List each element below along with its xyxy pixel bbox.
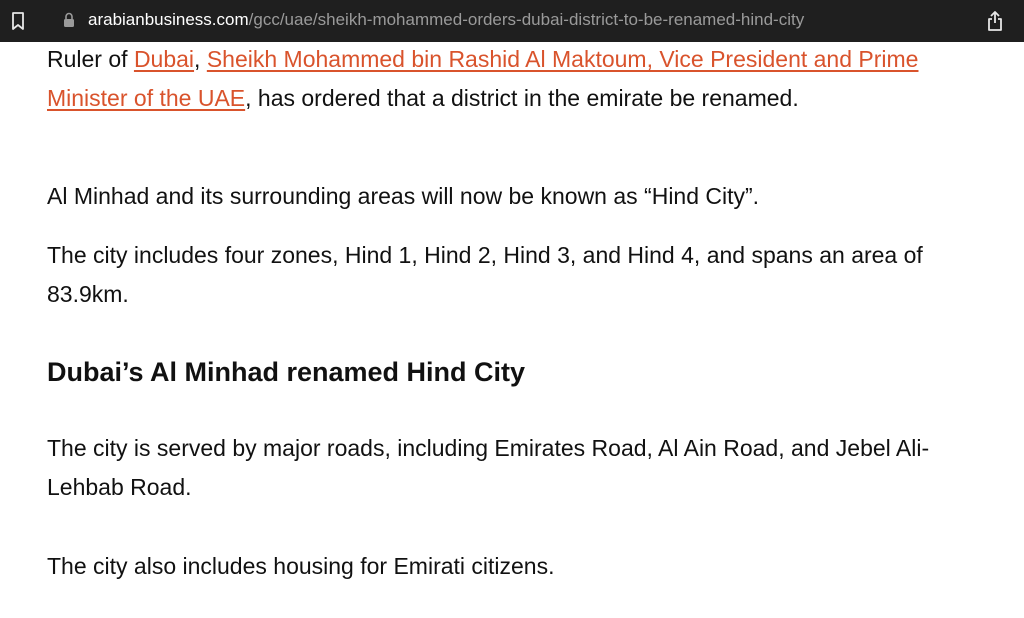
paragraph-al-minhad: Al Minhad and its surrounding areas will now be known as “Hind City”. (47, 183, 760, 209)
p1-prefix: Ruler of (47, 46, 134, 72)
paragraph-housing: The city also includes housing for Emirati citizens. (47, 553, 555, 579)
link-dubai[interactable]: Dubai (133, 46, 195, 72)
p1-suffix: , has ordered that a district in the emirate be renamed. (245, 85, 799, 111)
p1-separator: , (194, 46, 207, 72)
paragraph-ruler (47, 40, 987, 118)
bookmark-icon[interactable] (10, 11, 26, 31)
url-field[interactable] (88, 8, 804, 32)
lock-icon (62, 11, 76, 29)
section-heading: Dubai’s Al Minhad renamed Hind City (47, 357, 526, 387)
browser-address-bar (0, 0, 1024, 42)
paragraph-roads: The city is served by major roads, including Emirates Road, Al Ain Road, and Jebel Ali-Lehbab Road. (47, 435, 930, 500)
paragraph-zones: The city includes four zones, Hind 1, Hind 2, Hind 3, and Hind 4, and spans an area of 83.9km. (47, 242, 923, 307)
url-path: /gcc/uae/sheikh-mohammed-orders-dubai-district-to-be-renamed-hind-city (248, 10, 805, 29)
share-icon[interactable] (986, 10, 1004, 32)
url-domain: arabianbusiness.com (88, 10, 249, 29)
link-sheikh-mohammed[interactable]: Sheikh Mohammed bin Rashid Al Maktoum, Vice President and Prime Minister of the UAE (47, 46, 919, 111)
